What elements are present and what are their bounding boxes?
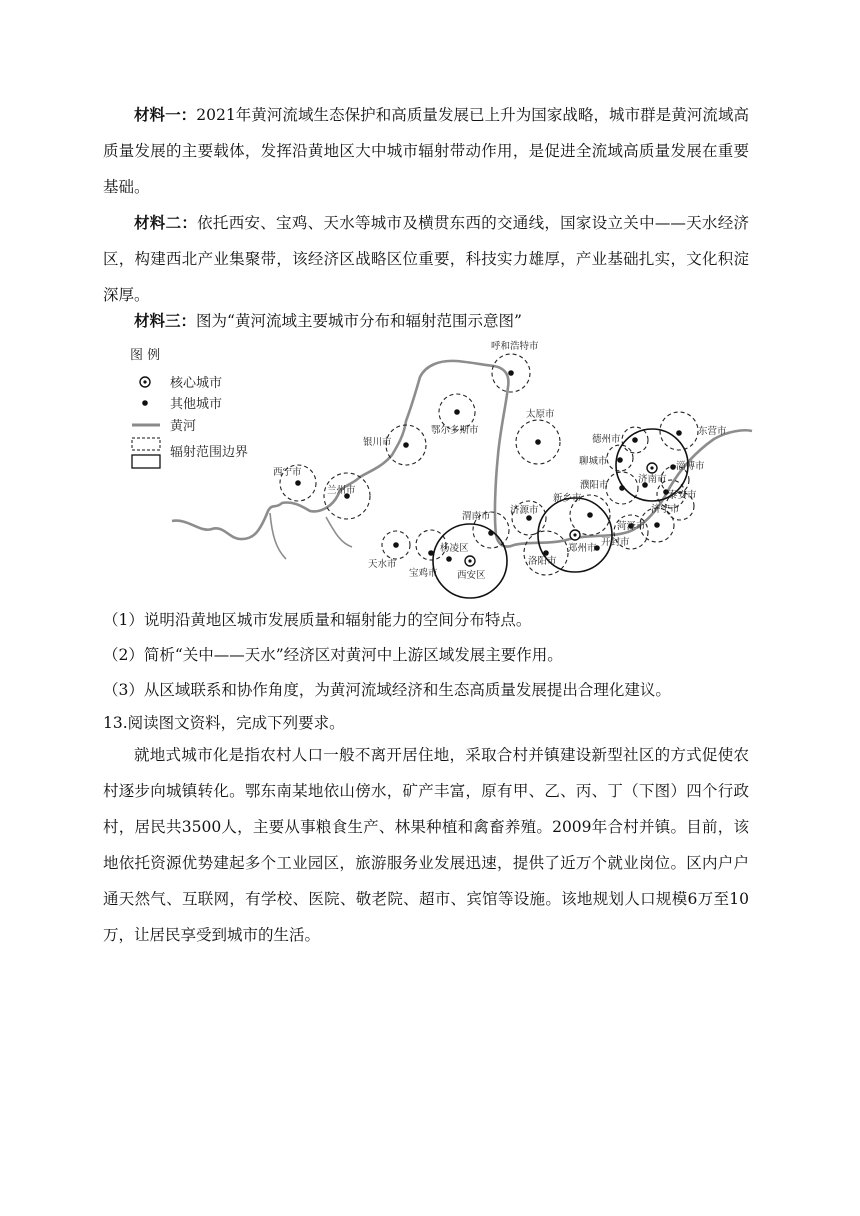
material-2-text: 依托西安、宝鸡、天水等城市及横贯东西的交通线，国家设立关中——天水经济区，构建西北产业集聚带，该经济区战略区位重要，科技实力雄厚，产业基础扎实，文化积淀深厚。 bbox=[103, 214, 749, 304]
label-yinchuan: 银川市 bbox=[363, 437, 392, 448]
label-puyang: 濮阳市 bbox=[580, 480, 609, 491]
material-3-text: 图为“黄河流域主要城市分布和辐射范围示意图” bbox=[196, 312, 522, 330]
label-xinxiang: 新乡市 bbox=[553, 493, 582, 504]
label-dongying: 东营市 bbox=[698, 426, 727, 437]
label-taian: 泰安市 bbox=[668, 490, 697, 501]
label-jinan: 济南市 bbox=[638, 474, 667, 485]
passage-13: 就地式城市化是指农村人口一般不离开居住地，采取合村并镇建设新型社区的方式促使农村逐步向城镇转化。鄂东南某地依山傍水，矿产丰富，原有甲、乙、丙、丁（下图）四个行政村，居民共3500人，主要从事粮食生产、林果种植和禽畜养殖。2009年合村并镇。目前，该地依托资源优势建起多个工业园区，旅游服务业发展迅速，提供了近万个就业岗位。区内户户通天然气、互联网，有学校、医院、敬老院、超市、宾馆等设施。该地规划人口规模6万至10万，让居民享受到城市的生活。 bbox=[103, 746, 749, 944]
material-1-label: 材料一： bbox=[134, 105, 197, 124]
label-tianshui: 天水市 bbox=[368, 559, 397, 570]
label-eerduosi: 鄂尔多斯市 bbox=[431, 425, 479, 436]
legend-radiation-boundary: 辐射范围边界 bbox=[170, 445, 249, 460]
label-jiyuan: 济源市 bbox=[510, 505, 539, 516]
label-yangling: 杨凌区 bbox=[440, 543, 469, 554]
material-3-label: 材料三： bbox=[134, 311, 197, 330]
yellow-river-city-map bbox=[120, 335, 760, 600]
legend-title: 图 例 bbox=[130, 348, 161, 363]
label-luoyang: 洛阳市 bbox=[528, 556, 557, 567]
material-2 bbox=[103, 205, 749, 313]
material-1-text: 2021年黄河流域生态保护和高质量发展已上升为国家战略，城市群是黄河流域高质量发展的主要载体，发挥沿黄地区大中城市辐射带动作用，是促进全流域高质量发展在重要基础。 bbox=[103, 106, 749, 196]
legend-other-city: 其他城市 bbox=[170, 397, 223, 412]
label-zibo: 淄博市 bbox=[676, 461, 705, 472]
label-zhengzhou: 郑州市 bbox=[568, 543, 597, 554]
dashed-boundary-icon bbox=[132, 438, 160, 450]
label-baoji: 宝鸡市 bbox=[409, 568, 438, 579]
question-2: （2）简析“关中——天水”经济区对黄河中上游区域发展主要作用。 bbox=[103, 646, 563, 664]
other-city-icon bbox=[142, 400, 148, 406]
solid-boundary-icon bbox=[132, 455, 160, 468]
label-liaocheng: 聊城市 bbox=[579, 456, 608, 467]
label-heze: 菏泽市 bbox=[617, 521, 646, 532]
label-dezhou: 德州市 bbox=[592, 434, 621, 445]
label-taiyuan: 太原市 bbox=[526, 409, 555, 420]
material-1 bbox=[103, 97, 749, 205]
label-xining: 西宁市 bbox=[273, 467, 302, 478]
label-lanzhou: 兰州市 bbox=[327, 485, 356, 496]
question-13-heading: 13.阅读图文资料，完成下列要求。 bbox=[103, 714, 345, 732]
material-3 bbox=[103, 303, 749, 339]
question-3: （3）从区域联系和协作角度，为黄河流域经济和生态高质量发展提出合理化建议。 bbox=[103, 681, 671, 699]
legend-core-city: 核心城市 bbox=[170, 376, 223, 391]
material-2-label: 材料二： bbox=[134, 213, 198, 232]
label-huhehaote: 呼和浩特市 bbox=[491, 341, 539, 352]
map-legend bbox=[130, 348, 248, 468]
label-xian: 西安区 bbox=[457, 570, 486, 581]
label-kaifeng: 开封市 bbox=[601, 537, 630, 548]
question-1: （1）说明沿黄地区城市发展质量和辐射能力的空间分布特点。 bbox=[103, 611, 532, 629]
legend-river: 黄河 bbox=[170, 419, 197, 434]
label-weinan: 渭南市 bbox=[462, 511, 491, 522]
label-jining: 济宁市 bbox=[651, 504, 680, 515]
